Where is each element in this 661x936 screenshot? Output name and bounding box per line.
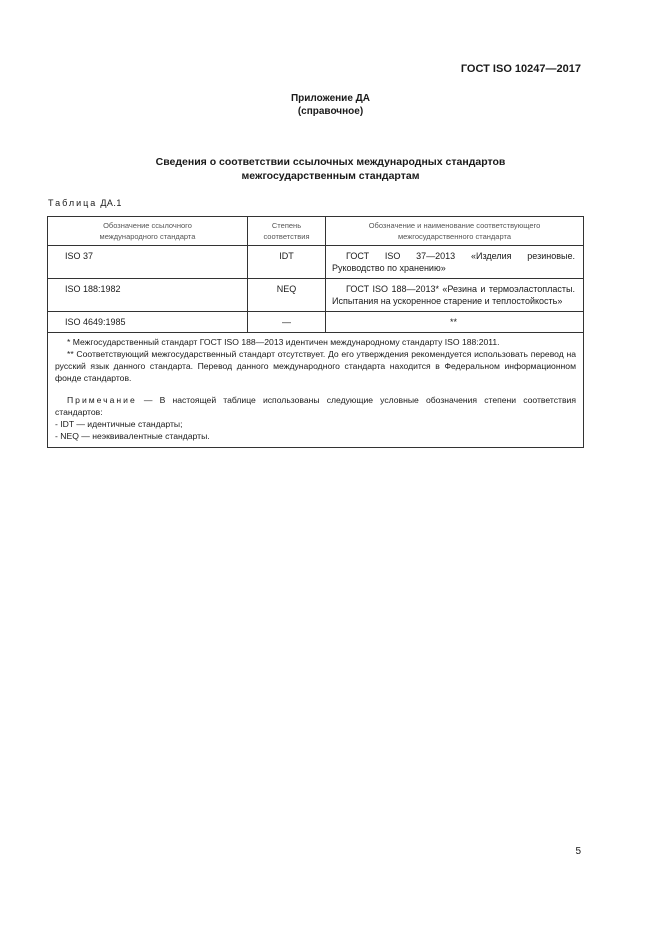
- note-item-idt: - IDT — идентичные стандарты;: [55, 419, 183, 429]
- cell-degree: IDT: [248, 246, 326, 279]
- column-header-ref-line2: международного стандарта: [99, 232, 196, 241]
- column-header-gost-line2: межгосударственного стандарта: [398, 232, 511, 241]
- column-header-ref: [48, 217, 248, 246]
- cell-ref: ISO 37: [48, 246, 248, 279]
- footnote-2: ** Соответствующий межгосударственный стандарт отсутствует. До его утверждения рекомендуется использовать перевод на русский язык данного стандарта. Перевод данного международного стандарта находится в Федеральном информационном фонде стандартов.: [55, 349, 576, 383]
- page-number: 5: [575, 846, 581, 857]
- section-title: [0, 155, 661, 183]
- table-row: [48, 279, 584, 312]
- annex-title: Приложение ДА: [290, 93, 371, 104]
- cell-gost-text: ГОСТ ISO 37—2013 «Изделия резиновые. Руководство по хранению»: [332, 251, 575, 273]
- column-header-degree-line2: соответствия: [263, 232, 310, 241]
- cell-gost: **: [326, 312, 584, 333]
- annex-heading: [0, 92, 661, 118]
- table-notes-row: [48, 333, 584, 448]
- note-item-neq: - NEQ — неэквивалентные стандарты.: [55, 431, 210, 441]
- table-row: [48, 312, 584, 333]
- footnote-1: * Межгосударственный стандарт ГОСТ ISO 188—2013 идентичен международному стандарту ISO 188:2011.: [67, 337, 500, 347]
- table-header-row: [48, 217, 584, 246]
- table-row: [48, 246, 584, 279]
- table-caption: [48, 198, 122, 208]
- cell-ref: ISO 188:1982: [48, 279, 248, 312]
- column-header-ref-line1: Обозначение ссылочного: [103, 221, 192, 230]
- cell-gost-text: ГОСТ ISO 188—2013* «Резина и термоэластопласты. Испытания на ускоренное старение и теплостойкость»: [332, 284, 575, 306]
- section-title-line1: Сведения о соответствии ссылочных международных стандартов: [155, 156, 506, 168]
- table-notes: [48, 333, 584, 448]
- note-text: — В настоящей таблице использованы следующие условные обозначения степени соответствия стандартов:: [55, 395, 576, 417]
- cell-degree: —: [248, 312, 326, 333]
- column-header-degree-line1: Степень: [271, 221, 302, 230]
- table-note: [55, 394, 576, 418]
- document-code: ГОСТ ISO 10247—2017: [460, 63, 581, 75]
- column-header-degree: [248, 217, 326, 246]
- cell-gost: [326, 279, 584, 312]
- annex-subtitle: (справочное): [297, 106, 364, 117]
- correspondence-table: [47, 216, 584, 448]
- table-caption-word: Таблица: [48, 198, 98, 208]
- cell-ref: ISO 4649:1985: [48, 312, 248, 333]
- table-caption-number: ДА.1: [100, 198, 122, 208]
- cell-degree: NEQ: [248, 279, 326, 312]
- column-header-gost-line1: Обозначение и наименование соответствующего: [368, 221, 541, 230]
- cell-gost: [326, 246, 584, 279]
- section-title-line2: межгосударственным стандартам: [241, 170, 420, 182]
- column-header-gost: [326, 217, 584, 246]
- note-label: Примечание: [67, 395, 137, 405]
